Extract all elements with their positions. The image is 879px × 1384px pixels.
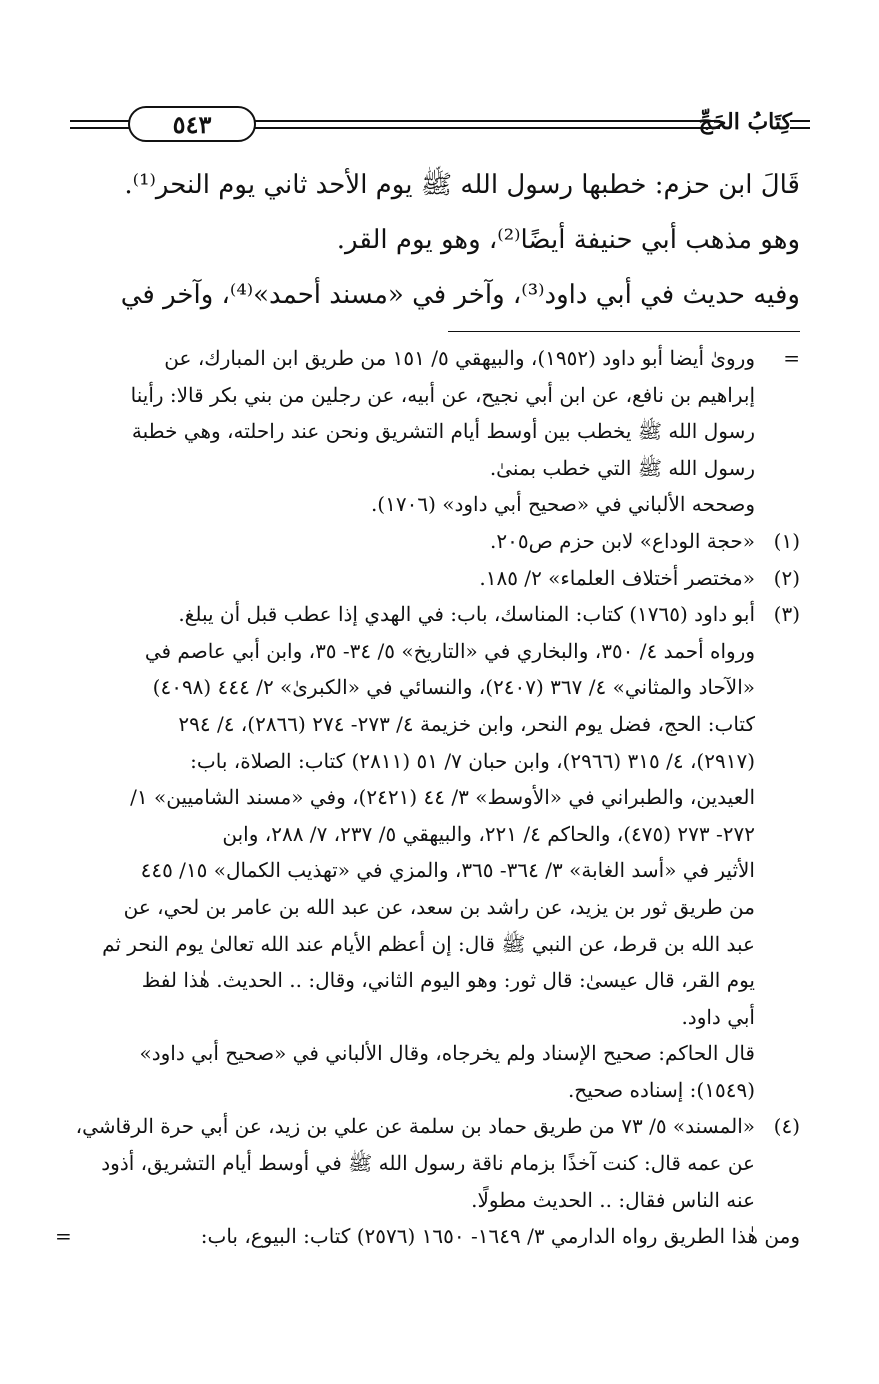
footnote-line: عبد الله بن قرط، عن النبي ﷺ قال: إن أعظم الأيام عند الله تعالىٰ يوم النحر ثم xyxy=(102,931,755,956)
footnote-continuation-line: وصححه الألباني في «صحيح أبي داود» (١٧٠٦). xyxy=(370,492,755,517)
footnote-label: (٤) xyxy=(773,1114,800,1139)
main-text-line: وهو مذهب أبي حنيفة أيضًا⁽²⁾، وهو يوم القر. xyxy=(336,225,800,255)
footnote-line: عن عمه قال: كنت آخذًا بزمام ناقة رسول الله ﷺ في أوسط أيام التشريق، أذود xyxy=(101,1151,755,1176)
header-rule xyxy=(255,120,720,122)
main-text-line: قَالَ ابن حزم: خطبها رسول الله ﷺ يوم الأحد ثاني يوم النحر⁽¹⁾. xyxy=(124,170,800,200)
footnote-line: ٢٧٢- ٢٧٣ (٤٧٥)، والحاكم ٤/ ٢٢١، والبيهقي ٥/ ٢٣٧، ٧/ ٢٨٨، وابن xyxy=(222,821,755,846)
footnotes xyxy=(55,340,800,1255)
footnote-label: (٢) xyxy=(773,565,800,590)
header-rule xyxy=(70,120,130,122)
header-rule xyxy=(790,120,810,122)
footnote-separator xyxy=(448,331,800,332)
footnote-2: (٢) «مختصر أختلاف العلماء» ٢/ ١٨٥. xyxy=(55,560,800,597)
footnote-continuation-line: إبراهيم بن نافع، عن ابن أبي نجيح، عن أبيه، عن رجلين من بني بكر قالا: رأينا xyxy=(130,382,755,407)
footnote-continuation-line: رسول الله ﷺ يخطب بين أوسط أيام التشريق ونحن عند راحلته، وهي خطبة xyxy=(131,419,755,444)
footnote-line: الأثير في «أسد الغابة» ٣/ ٣٦٤- ٣٦٥، والمزي في «تهذيب الكمال» ١٥/ ٤٤٥ xyxy=(140,858,755,883)
footnote-continuation-line: = وروىٰ أيضا أبو داود (١٩٥٢)، والبيهقي ٥/ ١٥١ من طريق ابن المبارك، عن xyxy=(55,340,800,377)
footnote-continuation-line: رسول الله ﷺ التي خطب بمنىٰ. xyxy=(489,455,755,480)
footnote-line: العيدين، والطبراني في «الأوسط» ٣/ ٤٤ (٢٤٢١)، وفي «مسند الشاميين» ١/ xyxy=(130,785,755,810)
footnote-line: «الآحاد والمثاني» ٤/ ٣٦٧ (٢٤٠٧)، والنسائي في «الكبرىٰ» ٢/ ٤٤٤ (٤٠٩٨) xyxy=(152,675,755,700)
footnote-line: من طريق ثور بن يزيد، عن راشد بن سعد، عن عبد الله بن عامر بن لحي، عن xyxy=(123,894,755,919)
footnote-line: ورواه أحمد ٤/ ٣٥٠، والبخاري في «التاريخ» ٥/ ٣٤- ٣٥، وابن أبي عاصم في xyxy=(144,638,755,663)
footnote-1: (١) «حجة الوداع» لابن حزم ص٢٠٥. xyxy=(55,523,800,560)
continuation-mark: = xyxy=(783,346,800,370)
running-title: كِتَابُ الحَجِّ xyxy=(698,109,792,135)
footnote-label: (١) xyxy=(773,528,800,553)
header-rule xyxy=(790,127,810,129)
footnote-4: (٤) «المسند» ٥/ ٧٣ من طريق حماد بن سلمة عن علي بن زيد، عن أبي حرة الرقاشي، xyxy=(55,1108,800,1145)
footnote-line: (١٥٤٩): إسناده صحيح. xyxy=(567,1077,755,1102)
footnote-line: عنه الناس فقال: .. الحديث مطولًا. xyxy=(471,1187,755,1212)
main-text xyxy=(88,158,800,323)
main-text-line: وفيه حديث في أبي داود⁽³⁾، وآخر في «مسند أحمد»⁽⁴⁾، وآخر في xyxy=(120,280,800,310)
header-rule xyxy=(255,127,720,129)
footnote-line: كتاب: الحج، فضل يوم النحر، وابن خزيمة ٤/ ٢٧٣- ٢٧٤ (٢٨٦٦)، ٤/ ٢٩٤ xyxy=(178,711,755,736)
continuation-mark: = xyxy=(55,1224,72,1249)
page-header xyxy=(70,100,810,150)
footnote-line: قال الحاكم: صحيح الإسناد ولم يخرجاه، وقال الألباني في «صحيح أبي داود» xyxy=(139,1041,755,1066)
footnote-3: (٣) أبو داود (١٧٦٥) كتاب: المناسك، باب: في الهدي إذا عطب قبل أن يبلغ. xyxy=(55,596,800,633)
page-number: ٥٤٣ xyxy=(128,106,256,142)
header-rule xyxy=(70,127,130,129)
footnote-line: يوم القر، قال عيسىٰ: قال ثور: وهو اليوم الثاني، وقال: .. الحديث. هٰذا لفظ xyxy=(141,968,755,993)
footnote-final-line: ومن هٰذا الطريق رواه الدارمي ٣/ ١٦٤٩- ١٦٥٠ (٢٥٧٦) كتاب: البيوع، باب: = xyxy=(55,1218,800,1255)
footnote-line: أبي داود. xyxy=(681,1004,755,1029)
footnote-line: (٢٩١٧)، ٤/ ٣١٥ (٢٩٦٦)، وابن حبان ٧/ ٥١ (٢٨١١) كتاب: الصلاة، باب: xyxy=(190,748,755,773)
footnote-label: (٣) xyxy=(773,602,800,627)
